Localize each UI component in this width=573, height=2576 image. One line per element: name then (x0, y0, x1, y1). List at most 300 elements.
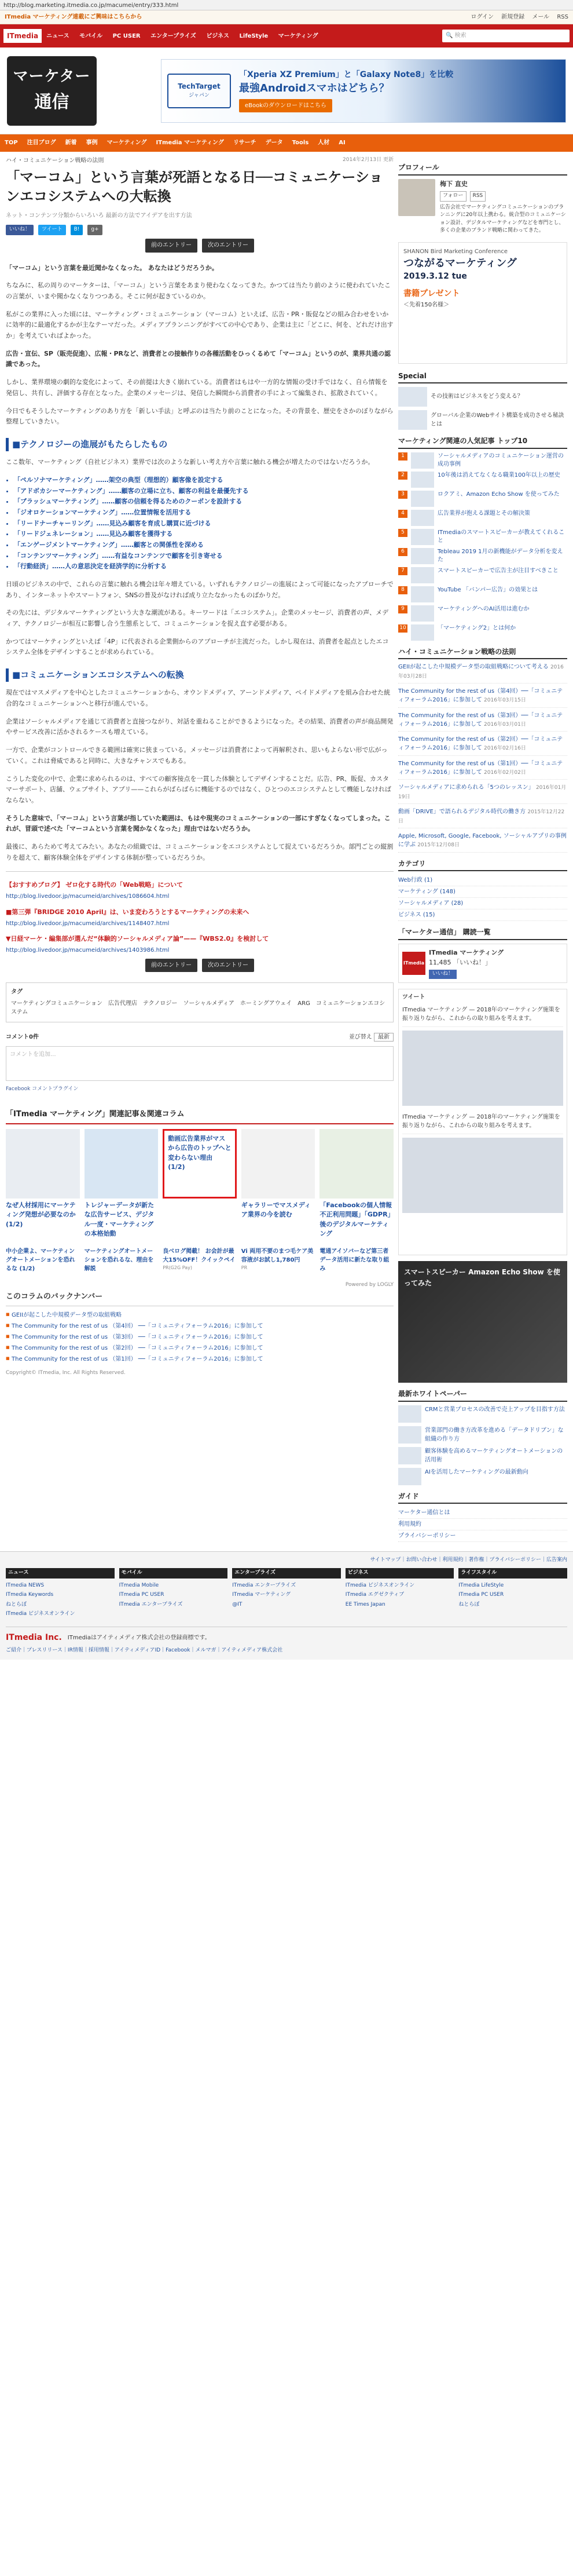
sidebar-heading: ガイド (398, 1491, 567, 1504)
ranking-item[interactable] (398, 452, 567, 469)
blog-entry-date: 2016年01月19日 (398, 785, 567, 800)
reference-link[interactable]: http://blog.livedoor.jp/macumeid/archives/1086604.html (6, 893, 170, 900)
mini-source: PR(G2G Pay) (163, 1265, 192, 1270)
reference-link[interactable]: http://blog.livedoor.jp/macumeid/archives/1403986.html (6, 947, 170, 954)
topbar-brand[interactable]: ITmedia マーケティング連載にご興味はこちらから (5, 13, 142, 20)
footer-link[interactable]: ITmedia ビジネスオンライン (345, 1583, 415, 1589)
guide-item[interactable]: 利用規約 (398, 1519, 567, 1530)
blog-entry-title: 動画「DRIVE」で語られるデジタル時代の働き方 (398, 809, 526, 816)
next-entry-button[interactable]: 次のエントリー (202, 239, 254, 253)
sidebar-heading: 「マーケター通信」 購読一覧 (398, 927, 567, 940)
whitepaper-title: CRMと営業プロセスの改善で売上アップを目指す方法 (425, 1406, 565, 1413)
related-mini-item[interactable] (319, 1247, 394, 1273)
related-item-highlighted[interactable] (163, 1129, 237, 1239)
tweet-button[interactable]: ツイート (38, 225, 66, 235)
footer-link[interactable]: ITmedia LifeStyle (458, 1583, 504, 1589)
blog-entry[interactable] (398, 832, 567, 853)
related-mini-item[interactable] (85, 1247, 159, 1273)
category-item[interactable]: Web行政 (1) (398, 875, 567, 886)
article-paragraph: ここ数年、マーケティング（自社ビジネス）業界では次のような新しい考え方や言葉に触れる機会が増えたのではないだろうか。 (6, 458, 374, 466)
comment-bar (6, 1033, 394, 1042)
ad-badge-sub: ジャパン (189, 92, 210, 98)
article-paragraph: 企業はソーシャルメディアを通じて消費者と直接つながり、対話を重ねることができるようになった。その結果、消費者の声が商品開発やサービス改善に活かされるケースも増えている。 (6, 717, 394, 736)
breadcrumb[interactable]: ハイ・コミュニケーション戦略の法則 (6, 158, 104, 164)
keyword-item: • 「エンゲージメントマーケティング」……顧客との関係性を深める (14, 540, 394, 551)
corporate-bar (6, 1627, 567, 1645)
related-provider[interactable]: Powered by LOGLY (345, 1281, 394, 1288)
article-tagline: ネット・コンテンツ分類からいろいろ 最新の方法でアイデアを出す方法 (6, 212, 192, 219)
blog-entry-title: ソーシャルメディアに求められる「5つのレッスン」 (398, 784, 534, 791)
backnumber-item[interactable]: ■ The Community for the rest of us （第1回） ──「コミュニティフォーラム2016」に参加して (6, 1354, 394, 1365)
keyword-item: • 「コンテンツマーケティング」……有益なコンテンツで顧客を引き寄せる (14, 551, 394, 562)
blog-entry-date: 2016年03月15日 (484, 697, 526, 704)
special-item[interactable] (398, 410, 567, 430)
related-thumb (241, 1129, 315, 1199)
url-bar[interactable] (0, 0, 573, 10)
fb-like-button[interactable]: いいね！ (429, 970, 457, 979)
reference-title: 【おすすめブログ】 ゼロ化する時代の「Web戦略」について (6, 881, 183, 889)
blog-entry-title: The Community for the rest of us（第4回）──「コミュニティフォーラム2016」に参加して (398, 688, 563, 704)
footer-link[interactable]: ITmedia マーケティング (232, 1592, 291, 1598)
rank-title: 「マーケティング2」とは何か (438, 624, 516, 631)
sidebar-heading: Special (398, 371, 567, 384)
section-heading: ■テクノロジーの進展がもたらしたもの (6, 438, 394, 451)
follow-row (440, 191, 567, 202)
whitepaper-item[interactable] (398, 1405, 567, 1423)
comment-count: コメント0件 (6, 1033, 39, 1040)
sidebar-heading: 最新ホワイトペーパー (398, 1389, 567, 1402)
related-heading: 「ITmedia マーケティング」関連記事＆関連コラム (6, 1109, 394, 1124)
rank-thumb (411, 491, 434, 507)
ad-cta-button[interactable]: eBookのダウンロードはこちら (239, 99, 332, 113)
ranking-list (398, 452, 567, 641)
keyword-item: • 「ジオロケーションマーケティング」……位置情報を活用する (14, 507, 394, 518)
topbar-link-login[interactable]: ログイン (471, 13, 494, 20)
footer-col-heading: ニュース (6, 1568, 115, 1579)
mini-title: 電通アイソバーなど第三者データ活用に新たな取り組み (319, 1248, 390, 1272)
catnav-item[interactable]: マーケティング (106, 140, 147, 147)
special-thumb (398, 410, 427, 430)
ranking-item[interactable] (398, 510, 567, 526)
related-thumb (85, 1129, 159, 1199)
backnumber-item[interactable]: ■ The Community for the rest of us （第4回） ──「コミュニティフォーラム2016」に参加して (6, 1321, 394, 1332)
twitter-timeline[interactable] (398, 989, 567, 1255)
article-paragraph: そうした意味で、「マーコム」という言葉が指していた範囲は、もはや現実のコミュニケーションの一部にすぎなくなってしまった。これが、冒頭で述べた「マーコムという言葉を聞かなくなった」理由ではないだろうか。 (6, 814, 391, 833)
related-mini-grid (6, 1247, 394, 1273)
tweet: ITmedia マーケティング — 2018年のマーケティング施策を振り返りながら、これからの取り組みを考えます。 (402, 1002, 563, 1027)
corporate-text: ITmediaはアイティメディア株式会社の登録商標です。 (67, 1634, 211, 1641)
rank-number: 9 (398, 605, 407, 613)
related-title: 「Facebookの個人情報不正利用問題」「GDPR」後のデジタルマーケティング (319, 1201, 392, 1238)
blog-entry[interactable] (398, 687, 567, 708)
related-highlight-box (163, 1129, 237, 1199)
blog-entry[interactable] (398, 711, 567, 732)
top-bar (0, 10, 573, 24)
sidebar-ad-box[interactable]: スマートスピーカー Amazon Echo Show を使ってみた (398, 1261, 567, 1383)
blog-entry-date: 2016年03月01日 (484, 721, 526, 728)
mini-title: マーケティングオートメーションを恐れるな、理由を解説 (84, 1248, 154, 1272)
divider (6, 871, 394, 872)
special-title: その技術はビジネスをどう変える？ (431, 393, 523, 400)
itmedia-logo[interactable]: ITmedia (3, 29, 42, 43)
footer-col (119, 1568, 228, 1618)
footer-link[interactable]: ITmedia PC USER (458, 1592, 504, 1598)
footer-link[interactable]: ねとらぼ (6, 1601, 27, 1607)
article-paragraph: 今日でもそうしたマーケティングのあり方を「新しい手法」と呼ぶのは当たり前のことになった。その背景を、歴史をさかのぼりながら整理していきたい。 (6, 407, 394, 426)
blog-logo-line2: 通信 (34, 92, 69, 113)
rank-title: スマートスピーカーで広告主が注目すべきこと (438, 567, 559, 574)
blog-logo[interactable] (7, 56, 97, 126)
blog-entry-date: 2015年12月08日 (417, 842, 460, 849)
footer-columns (6, 1568, 567, 1618)
ad-badge (167, 74, 231, 108)
prev-entry-button[interactable]: 前のエントリー (145, 239, 197, 253)
search-placeholder: 検索 (454, 32, 467, 39)
conference-ad-gift: 書籍プレゼント (403, 288, 460, 298)
share-bar (6, 225, 394, 235)
sidebar-heading: ハイ・コミュニケーション戦略の法則 (398, 646, 567, 660)
article-paragraph: 現在ではマスメディアを中心としたコミュニケーションから、オウンドメディア、アーンドメディア、ペイドメディアを組み合わせた統合的なコミュニケーションへと移行が進んでいる。 (6, 689, 391, 708)
related-mini-item[interactable] (241, 1247, 315, 1273)
related-thumb (6, 1129, 80, 1199)
header-nav-item[interactable]: モバイル (79, 33, 103, 40)
profile-name[interactable]: 梅下 直史 (440, 180, 468, 188)
footer-col-heading: ビジネス (346, 1568, 454, 1579)
article-paragraph: かつてはマーケティングといえば「4P」に代表される企業側からのアプローチが主流だった。しかし現在は、消費者を起点としたエコシステム全体をデザインすることが求められている。 (6, 637, 389, 656)
footer-link[interactable]: ITmedia エンタープライズ (119, 1601, 183, 1607)
footer-col-heading: エンタープライズ (232, 1568, 341, 1579)
whitepaper-thumb (398, 1447, 421, 1464)
ranking-item[interactable] (398, 567, 567, 583)
sidebar (398, 156, 567, 1542)
tweet: ITmedia マーケティング — 2018年のマーケティング施策を振り返りながら、これからの取り組みを考えます。 (402, 1109, 563, 1134)
header-nav-item[interactable]: マーケティング (278, 33, 318, 40)
guide-list (398, 1507, 567, 1542)
mini-title: 中小企業よ、マーケティングオートメーションを恐れるな (1/2) (6, 1248, 75, 1272)
backnumber-item[interactable]: ■ The Community for the rest of us （第2回） ──「コミュニティフォーラム2016」に参加して (6, 1343, 394, 1354)
footer-link[interactable]: ITmedia NEWS (6, 1583, 45, 1589)
footer-nav[interactable]: サイトマップ｜お問い合わせ｜利用規約｜著作権｜プライバシーポリシー｜広告案内 (370, 1557, 567, 1563)
site-footer (0, 1551, 573, 1659)
rank-thumb (411, 624, 434, 641)
article-lead: 「マーコム」という言葉を最近聞かなくなった。 あなたはどうだろうか。 (6, 264, 218, 272)
related-title: トレジャーデータが新たな広告サービス、デジタル一度・マーケティングの本格始動 (84, 1201, 155, 1238)
header-nav (46, 31, 326, 41)
rank-thumb (411, 529, 434, 545)
blog-entry-title: The Community for the rest of us（第3回）──「コミュニティフォーラム2016」に参加して (398, 712, 563, 728)
main-column (6, 156, 394, 1542)
blog-entry-date: 2016年02月02日 (484, 769, 526, 776)
footer-link[interactable]: ITmedia Mobile (119, 1583, 159, 1589)
article-paragraph: こうした変化の中で、企業に求められるのは、すべての顧客接点を一貫した体験としてデザインすることだ。広告、PR、販促、カスタマーサポート、店舗、ウェブサイト、アプリ——これらがばらばらに機能するのではなく、ひとつのエコシステムとして機能しなければならない。 (6, 774, 391, 804)
topbar-link-rss[interactable]: RSS (557, 13, 568, 20)
top-ad-banner[interactable] (161, 59, 566, 123)
rank-number: 6 (398, 548, 407, 556)
related-mini-item[interactable] (6, 1247, 80, 1273)
keyword-item: • 「ペルソナマーケティング」……架空の典型（理想的）顧客像を設定する (14, 475, 394, 486)
corporate-nav[interactable]: ご紹介｜プレスリリース｜IR情報｜採用情報｜アイティメディアID｜Facebook｜メルマガ｜アイティメディア株式会社 (6, 1647, 283, 1653)
related-mini-item[interactable] (163, 1247, 237, 1273)
rank-number: 2 (398, 472, 407, 480)
header-nav-item[interactable]: LifeStyle (239, 33, 269, 40)
footer-link[interactable]: ITmedia PC USER (119, 1592, 164, 1598)
rank-thumb (411, 510, 434, 526)
related-title: ギャラリーでマスメディア業界の今を読む (241, 1201, 311, 1219)
category-item[interactable]: ビジネス (15) (398, 909, 567, 921)
comment-sort-label: 並び替え (348, 1033, 372, 1040)
footer-col (458, 1568, 567, 1618)
url-text: http://blog.marketing.itmedia.co.jp/macumei/entry/333.html (3, 2, 179, 9)
related-item[interactable] (241, 1129, 315, 1239)
fb-row (402, 948, 563, 979)
profile-box (398, 179, 567, 235)
catnav-item[interactable]: 人材 (318, 140, 330, 147)
tag-list[interactable]: マーケティングコミュニケーション 広告代理店 テクノロジー ソーシャルメディア ホーミングアウェイ ARG コミュニケーションエコシステム (11, 1000, 385, 1016)
blog-logo-line1: マーケター (13, 68, 91, 86)
rank-title: ソーシャルメディアのコミュニケーション運営の成功事例 (438, 452, 564, 467)
article-date: 2014年2月13日 更新 (343, 157, 394, 163)
blog-entry[interactable] (398, 807, 567, 828)
fb-page-name: ITmedia マーケティング (429, 949, 504, 957)
itmedia-inc-logo[interactable]: ITmedia Inc. (6, 1632, 62, 1642)
conference-ad-title: つながるマーケティング (403, 257, 517, 270)
reference-title: ▼日経マーケ・編集部が選んだ“体験的ソーシャルメディア論”——『WBS2.0』を検討して (6, 935, 269, 943)
conference-ad-gift-sub: ＜先着150名様＞ (403, 301, 450, 308)
follow-button[interactable]: フォロー (440, 191, 467, 202)
avatar[interactable] (398, 179, 435, 216)
catnav-item[interactable]: 新着 (65, 140, 77, 147)
rank-thumb (411, 452, 434, 469)
footer-link[interactable]: EE Times Japan (345, 1601, 385, 1607)
blog-entry-title: The Community for the rest of us（第2回）──「コミュニティフォーラム2016」に参加して (398, 736, 563, 752)
rank-thumb (411, 586, 434, 602)
blog-entry-title: Apple, Microsoft, Google, Facebook, ソーシャルアプリの事例に学ぶ (398, 833, 567, 849)
next-entry-button[interactable]: 次のエントリー (202, 959, 254, 973)
tweet-heading: ツイート (402, 994, 425, 1001)
keyword-item: • 「リードジェネレーション」……見込み顧客を獲得する (14, 529, 394, 540)
backnumber-list (6, 1310, 394, 1365)
rank-number: 8 (398, 586, 407, 594)
related-title: なぜ人材採用にマーケティング発想が必要なのか (1/2) (6, 1201, 76, 1228)
entry-nav-bottom (6, 959, 394, 973)
prev-entry-button[interactable]: 前のエントリー (145, 959, 197, 973)
ranking-item[interactable] (398, 491, 567, 507)
blog-entry-list (398, 663, 567, 853)
rank-title: マーケティングへのAI活用は進むか (438, 605, 530, 612)
whitepaper-item[interactable] (398, 1426, 567, 1444)
ad-line2: 最強Androidスマホはどちら？ (239, 82, 390, 94)
footer-link[interactable]: ITmedia Keywords (6, 1592, 54, 1598)
comment-input[interactable]: コメントを追加... (6, 1046, 394, 1081)
blog-entry-date: 2016年03月28日 (398, 664, 564, 679)
related-item[interactable] (6, 1129, 80, 1239)
ad-badge-text: TechTarget (178, 82, 221, 91)
category-list (398, 875, 567, 921)
catnav-item[interactable]: 事例 (86, 140, 98, 147)
footer-col-heading: モバイル (119, 1568, 228, 1579)
whitepaper-title: 営業部門の働き方改革を進める「データドリブン」な組織の作り方 (425, 1427, 564, 1442)
ad-line1: 「Xperia XZ Premium」と「Galaxy Note8」を比較 (239, 70, 454, 79)
search-input[interactable] (442, 30, 570, 42)
sidebar-ad-conference[interactable] (398, 242, 567, 364)
comment-sort (349, 1033, 394, 1042)
blog-entry-date: 2016年02月16日 (484, 746, 526, 752)
whitepaper-list (398, 1405, 567, 1485)
rank-title: YouTube 「バンパー広告」の効果とは (438, 586, 538, 593)
topbar-links (465, 13, 568, 22)
backnumber-heading: このコラムのバックナンバー (6, 1291, 394, 1306)
guide-item[interactable]: プライバシーポリシー (398, 1530, 567, 1542)
article-title: 「マーコム」という言葉が死語となる日──コミュニケーションエコシステムへの大転換 (6, 169, 383, 205)
reference-title: ■第三弾『BRIDGE 2010 April』は、いま変わろうとするマーケティングの未来へ (6, 908, 249, 916)
rank-number: 7 (398, 567, 407, 575)
keyword-item: • 「リードナーチャーリング」……見込み顧客を育成し購買に近づける (14, 518, 394, 529)
footer-link[interactable]: ITmedia ビジネスオンライン (6, 1610, 75, 1617)
backnumber-item[interactable]: ■ The Community for the rest of us （第3回） ──「コミュニティフォーラム2016」に参加して (6, 1332, 394, 1343)
footer-link[interactable]: ねとらぼ (458, 1601, 480, 1607)
footer-col-heading: ライフスタイル (458, 1568, 567, 1579)
footer-link[interactable]: ITmedia エグゼクティブ (345, 1592, 405, 1598)
article-paragraph: ちなみに、私の周りのマーケターは、「マーコム」という言葉をあまり使わなくなってきた。かつては当たり前のように使われていたこの言葉が、いまや聞かなくなりつつある。そこに何が起きているのか。 (6, 282, 391, 300)
header-nav-item[interactable]: ビジネス (206, 33, 230, 40)
blog-entry[interactable] (398, 759, 567, 780)
whitepaper-thumb (398, 1405, 421, 1423)
topbar-link-register[interactable]: 新規登録 (501, 13, 525, 20)
entry-nav-top (6, 239, 394, 253)
related-grid (6, 1129, 394, 1239)
catnav-item[interactable]: データ (265, 140, 283, 147)
blog-entry[interactable] (398, 783, 567, 804)
rank-thumb (411, 567, 434, 583)
category-item[interactable]: マーケティング (148) (398, 886, 567, 898)
footer-link[interactable]: @IT (232, 1601, 243, 1607)
article-paragraph: 最後に、あらためて考えてみたい。あなたの組織では、コミュニケーションをエコシステムとして捉えているだろうか。部門ごとの縦割りを超えて、顧客体験全体をデザインする体制が整っているだろうか。 (6, 842, 394, 861)
ranking-item[interactable] (398, 529, 567, 545)
sidebar-heading: カテゴリ (398, 858, 567, 872)
comment-sort-select[interactable]: 最新 (374, 1033, 394, 1042)
article-paragraph: 一方で、企業がコントロールできる範囲は確実に狭まっている。メッセージは消費者によって再解釈され、思いもよらない形で広がっていく。これは脅威であると同時に、大きなチャンスでもある。 (6, 746, 388, 765)
facebook-like-button[interactable]: いいね！ (6, 225, 34, 235)
profile-bio: 広告会社でマーケティングコミュニケーションのプランニングに20年以上携わる。統合型のコミュニケーション設計、デジタルマーケティングなどを専門とし、多くの企業のブランド戦略に関わってきた。 (440, 204, 566, 234)
header-nav-item[interactable]: ニュース (46, 33, 69, 40)
header-nav-item[interactable]: PC USER (112, 33, 141, 40)
footer-col (346, 1568, 454, 1618)
section-heading: ■コミュニケーションエコシステムへの転換 (6, 668, 394, 682)
catnav-item[interactable]: 注目ブログ (27, 140, 56, 147)
related-title: 動画広告業界がマスから広告のトップへと変わらない理由 (1/2) (168, 1134, 232, 1171)
blog-entry[interactable] (398, 735, 567, 756)
keyword-list (14, 475, 394, 572)
whitepaper-thumb (398, 1426, 421, 1444)
copyright: Copyright© ITmedia, Inc. All Rights Reserved. (6, 1369, 126, 1376)
ad-copy (239, 69, 560, 113)
related-item[interactable] (85, 1129, 159, 1239)
conference-ad-top: SHANON Bird Marketing Conference (403, 248, 508, 255)
rank-thumb (411, 548, 434, 564)
masthead-row (0, 47, 573, 134)
footer-col (6, 1568, 115, 1618)
google-plus-button[interactable]: g+ (87, 225, 102, 235)
whitepaper-title: 顧客体験を高めるマーケティングオートメーションの活用術 (425, 1448, 563, 1463)
mini-title: 良べログ掲載！ お会計が最大15%OFF！クイックペイ (163, 1248, 236, 1263)
category-item[interactable]: ソーシャルメディア (28) (398, 898, 567, 909)
sidebar-heading: マーケティング関連の人気記事 トップ10 (398, 436, 567, 449)
fb-likes: 11,485 「いいね！」 (429, 959, 491, 967)
footer-link[interactable]: ITmedia エンタープライズ (232, 1583, 296, 1589)
keyword-item: • 「ブラッシュマーケティング」……顧客の信頼を得るためのクーポンを設計する (14, 496, 394, 507)
blog-entry[interactable] (398, 663, 567, 684)
tweet-image (402, 1138, 563, 1213)
special-thumb (398, 387, 427, 407)
article-paragraph: 広告・宣伝、SP（販売促進）、広報・PRなど、消費者との接触作りの各種活動をひっくるめて「マーコム」というのが、業界共通の認識であった。 (6, 349, 391, 368)
tweet-image (402, 1031, 563, 1106)
ranking-item[interactable] (398, 624, 567, 641)
blog-entry-title: The Community for the rest of us（第1回）──「コミュニティフォーラム2016」に参加して (398, 760, 563, 776)
ranking-item[interactable] (398, 586, 567, 602)
facebook-page-box[interactable] (398, 944, 567, 983)
guide-item[interactable]: マーケター通信とは (398, 1507, 567, 1519)
rank-thumb (411, 472, 434, 488)
whitepaper-title: AIを活用したマーケティングの最新動向 (425, 1468, 528, 1475)
ranking-item[interactable] (398, 548, 567, 564)
rank-number: 1 (398, 452, 407, 461)
rank-number: 3 (398, 491, 407, 499)
rss-button[interactable]: RSS (470, 191, 486, 202)
catnav-item[interactable]: TOP (5, 140, 18, 147)
facebook-comment-plugin-label[interactable]: Facebook コメントプラグイン (6, 1086, 79, 1092)
rank-title: Tebleau 2019 1月の新機能がデータ分析を変えた (438, 548, 563, 563)
sidebar-heading: プロフィール (398, 162, 567, 176)
blog-entry-date: 2015年12月22日 (398, 809, 565, 824)
rank-title: ITmediaのスマートスピーカーが教えてくれること (438, 529, 565, 544)
catnav-item[interactable]: ITmedia マーケティング (156, 140, 224, 147)
rank-title: 10年後は消えてなくなる職業100年以上の歴史 (438, 472, 560, 478)
article-paragraph: 日頃のビジネスの中で、これらの言葉に触れる機会は年々増えている。いずれもテクノロジーの進展によって可能になったアプローチであり、インターネットやスマートフォン、SNSの普及がなければ成り立たなかったものばかりだ。 (6, 580, 394, 599)
keyword-item: • 「アドボカシーマーケティング」……顧客の立場に立ち、顧客の利益を最優先する (14, 486, 394, 497)
ranking-item[interactable] (398, 605, 567, 622)
ranking-item[interactable] (398, 472, 567, 488)
rank-title: ロクアミ、Amazon Echo Show を使ってみた (438, 491, 560, 498)
article-paragraph: しかし、業界環境の劇的な変化によって、その前提は大きく崩れている。消費者はもはや一方的な情報の受け手ではなく、自ら情報を発信し、共有し、評価する存在となった。企業のメッセージは、発信した瞬間から消費者の手によって編集され、拡散されていく。 (6, 378, 388, 397)
rank-number: 4 (398, 510, 407, 518)
special-item[interactable] (398, 387, 567, 407)
related-thumb (319, 1129, 394, 1199)
mini-title: Vi 両用不要のまつ毛ケア美容液がお試し1,780円 (241, 1248, 314, 1263)
backnumber-item[interactable]: ■ GEIIが起こした中規模データ型の取組戦略 (6, 1310, 394, 1321)
special-title: グローバル企業のWebサイト構築を成功させる秘訣とは (431, 412, 564, 428)
catnav-item[interactable]: AI (339, 140, 346, 147)
whitepaper-item[interactable] (398, 1447, 567, 1464)
whitepaper-item[interactable] (398, 1468, 567, 1485)
tag-label: タグ (11, 989, 23, 996)
keyword-item: • 「行動経済」……人の意思決定を経済学的に分析する (14, 561, 394, 572)
rank-number: 10 (398, 624, 407, 633)
catnav-item[interactable]: Tools (292, 140, 309, 147)
header-nav-item[interactable]: エンタープライズ (150, 33, 196, 40)
hatena-bookmark-button[interactable]: B! (71, 225, 83, 235)
page-layout (0, 152, 573, 1542)
related-item[interactable] (319, 1129, 394, 1239)
rank-title: 広告業界が抱える課題とその解決策 (438, 510, 530, 517)
conference-ad-date: 2019.3.12 tue (403, 272, 467, 282)
catnav-item[interactable]: リサーチ (233, 140, 256, 147)
topbar-link-mail[interactable]: メール (532, 13, 550, 20)
reference-link[interactable]: http://blog.livedoor.jp/macumeid/archives/1148407.html (6, 920, 170, 927)
footer-col (232, 1568, 341, 1618)
search-icon: 🔍 (446, 32, 453, 39)
whitepaper-thumb (398, 1468, 421, 1485)
rank-number: 5 (398, 529, 407, 537)
